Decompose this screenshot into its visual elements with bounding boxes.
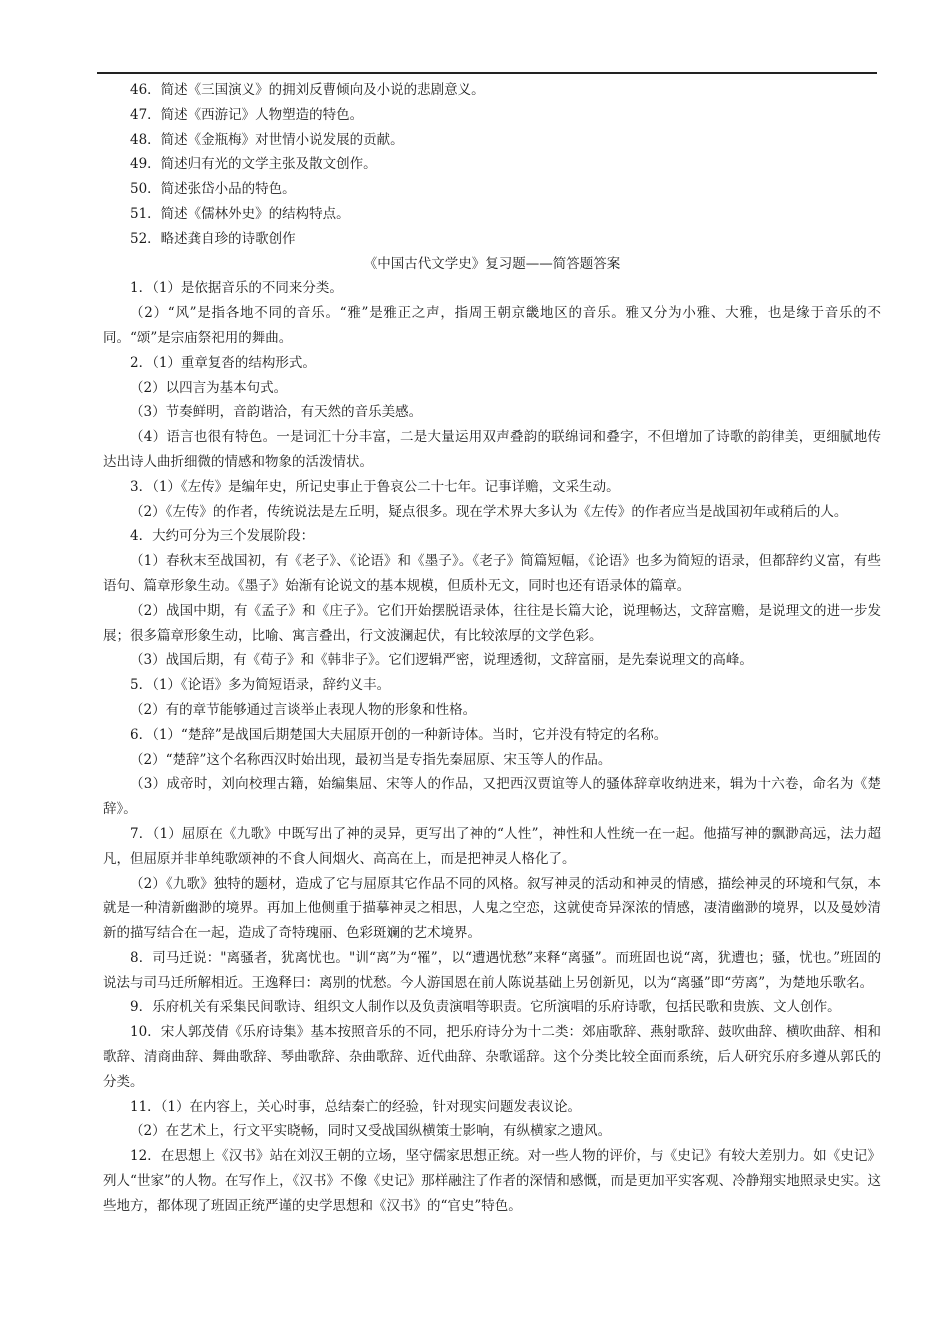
answer-paragraph: （3）节奏鲜明，音韵谐洽，有天然的音乐美感。 xyxy=(130,404,423,421)
answer-paragraph: 11．（1）在内容上，关心时事，总结秦亡的经验，针对现实问题发表议论。 xyxy=(130,1098,582,1115)
question-48: 48．简述《金瓶梅》对世情小说发展的贡献。 xyxy=(130,131,404,148)
answer-paragraph: （2）以四言为基本句式。 xyxy=(130,379,288,396)
answer-paragraph: 10．宋人郭茂倩《乐府诗集》基本按照音乐的不同，把乐府诗分为十二类：郊庙歌辞、燕射歌辞、鼓吹曲辞、横吹曲辞、相和歌辞、清商曲辞、舞曲歌辞、琴曲歌辞、杂曲歌辞、近代曲辞、杂歌谣辞。这个分类比较全面而系统，后人研究乐府多遵从郭氏的分类。 xyxy=(103,1024,881,1090)
answer-paragraph: （1）春秋末至战国初，有《老子》、《论语》和《墨子》。《老子》简篇短幅，《论语》也多为简短的语录，但都辞约义富，有些语句、篇章形象生动。《墨子》始渐有论说文的基本规模，但质朴无文，同时也还有语录体的篇章。 xyxy=(103,553,881,594)
answer-paragraph: 12．在思想上《汉书》站在刘汉王朝的立场，坚守儒家思想正统。对一些人物的评价，与《史记》有较大差别力。如《史记》列人“世家”的人物。在写作上，《汉书》不像《史记》那样融注了作者的深情和感慨，而是更加平实客观、冷静翔实地照录史实。这些地方，都体现了班固正统严谨的史学思想和《汉书》的“官史”特色。 xyxy=(103,1148,881,1214)
question-47: 47．简述《西游记》人物塑造的特色。 xyxy=(130,106,364,123)
answer-paragraph: 8．司马迁说："离骚者，犹离忧也。"训“离”为“罹”，以“遭遇忧愁”来释“离骚”。而班固也说“离，犹遭也；骚，忧也。”班固的说法与司马迁所解相近。王逸释曰：离别的忧愁。今人游国恩在前人陈说基础上另创新见，以为“离骚”即“劳离”，为楚地乐歌名。 xyxy=(103,949,881,991)
question-50: 50．简述张岱小品的特色。 xyxy=(130,181,296,198)
answer-paragraph: 1．（1）是依据音乐的不同来分类。 xyxy=(130,280,343,297)
answer-paragraph: （2）有的章节能够通过言谈举止表现人物的形象和性格。 xyxy=(130,701,477,718)
answer-paragraph: 6．（1）“楚辞”是战国后期楚国大夫屈原开创的一种新诗体。当时，它并没有特定的名称。 xyxy=(130,726,668,743)
answer-paragraph: （2）“楚辞”这个名称西汉时始出现，最初当是专指先秦屈原、宋玉等人的作品。 xyxy=(130,751,612,768)
header-rule xyxy=(97,72,877,74)
answer-paragraph: 7．（1）屈原在《九歌》中既写出了神的灵异，更写出了神的“人性”，神性和人性统一在一起。他描写神的飘渺高远，法力超凡，但屈原并非单纯歌颂神的不食人间烟火、高高在上，而是把神灵人格化了。 xyxy=(103,825,881,867)
question-52: 52．略述龚自珍的诗歌创作 xyxy=(130,230,296,247)
answer-paragraph: （2）在艺术上，行文平实晓畅，同时又受战国纵横策士影响，有纵横家之遗风。 xyxy=(130,1123,612,1140)
question-49: 49．简述归有光的文学主张及散文创作。 xyxy=(130,156,377,173)
section-title: 《中国古代文学史》复习题——简答题答案 xyxy=(363,255,621,272)
answer-paragraph: （3）成帝时，刘向校理古籍，始编集屈、宋等人的作品，又把西汉贾谊等人的骚体辞章收纳进来，辑为十六卷，命名为《楚辞》。 xyxy=(103,776,881,818)
answer-paragraph: 9．乐府机关有采集民间歌诗、组织文人制作以及负责演唱等职责。它所演唱的乐府诗歌，包括民歌和贵族、文人创作。 xyxy=(130,999,841,1016)
question-51: 51．简述《儒林外史》的结构特点。 xyxy=(130,205,350,222)
answer-paragraph: （2）《九歌》独特的题材，造成了它与屈原其它作品不同的风格。叙写神灵的活动和神灵的情感，描绘神灵的环境和气氛，本就是一种清新幽渺的境界。再加上他侧重于描摹神灵之相思，人鬼之空恋，这就使奇异深浓的情感，凄清幽渺的境界，以及曼妙清新的描写结合在一起，造成了奇特瑰丽、色彩斑斓的艺术境界。 xyxy=(103,875,881,942)
answer-paragraph: （3）战国后期，有《荀子》和《韩非子》。它们逻辑严密，说理透彻，文辞富丽，是先秦说理文的高峰。 xyxy=(130,652,753,669)
answer-paragraph: 2．（1）重章复沓的结构形式。 xyxy=(130,354,316,371)
answer-paragraph: 3．（1）《左传》是编年史，所记史事止于鲁哀公二十七年。记事详赡，文采生动。 xyxy=(130,478,620,495)
document-body xyxy=(103,78,881,1219)
answer-paragraph: 5．（1）《论语》多为简短语录，辞约义丰。 xyxy=(130,677,391,694)
answer-paragraph: （2）“风”是指各地不同的音乐。“雅”是雅正之声，指周王朝京畿地区的音乐。雅又分为小雅、大雅，也是缘于音乐的不同。“颂”是宗庙祭祀用的舞曲。 xyxy=(103,305,881,346)
question-46: 46．简述《三国演义》的拥刘反曹倾向及小说的悲剧意义。 xyxy=(130,82,485,98)
answer-paragraph: （2）战国中期，有《孟子》和《庄子》。它们开始摆脱语录体，往往是长篇大论，说理畅达，文辞富赡，是说理文的进一步发展；很多篇章形象生动，比喻、寓言叠出，行文波澜起伏，有比较浓厚的文学色彩。 xyxy=(103,602,881,644)
answer-paragraph: （4）语言也很有特色。一是词汇十分丰富，二是大量运用双声叠韵的联绵词和叠字，不但增加了诗歌的韵律美，更细腻地传达出诗人曲折细微的情感和物象的活泼情状。 xyxy=(103,429,881,470)
answer-paragraph: （2）《左传》的作者，传统说法是左丘明，疑点很多。现在学术界大多认为《左传》的作者应当是战国初年或稍后的人。 xyxy=(130,503,848,520)
answer-paragraph: 4．大约可分为三个发展阶段： xyxy=(130,528,315,545)
